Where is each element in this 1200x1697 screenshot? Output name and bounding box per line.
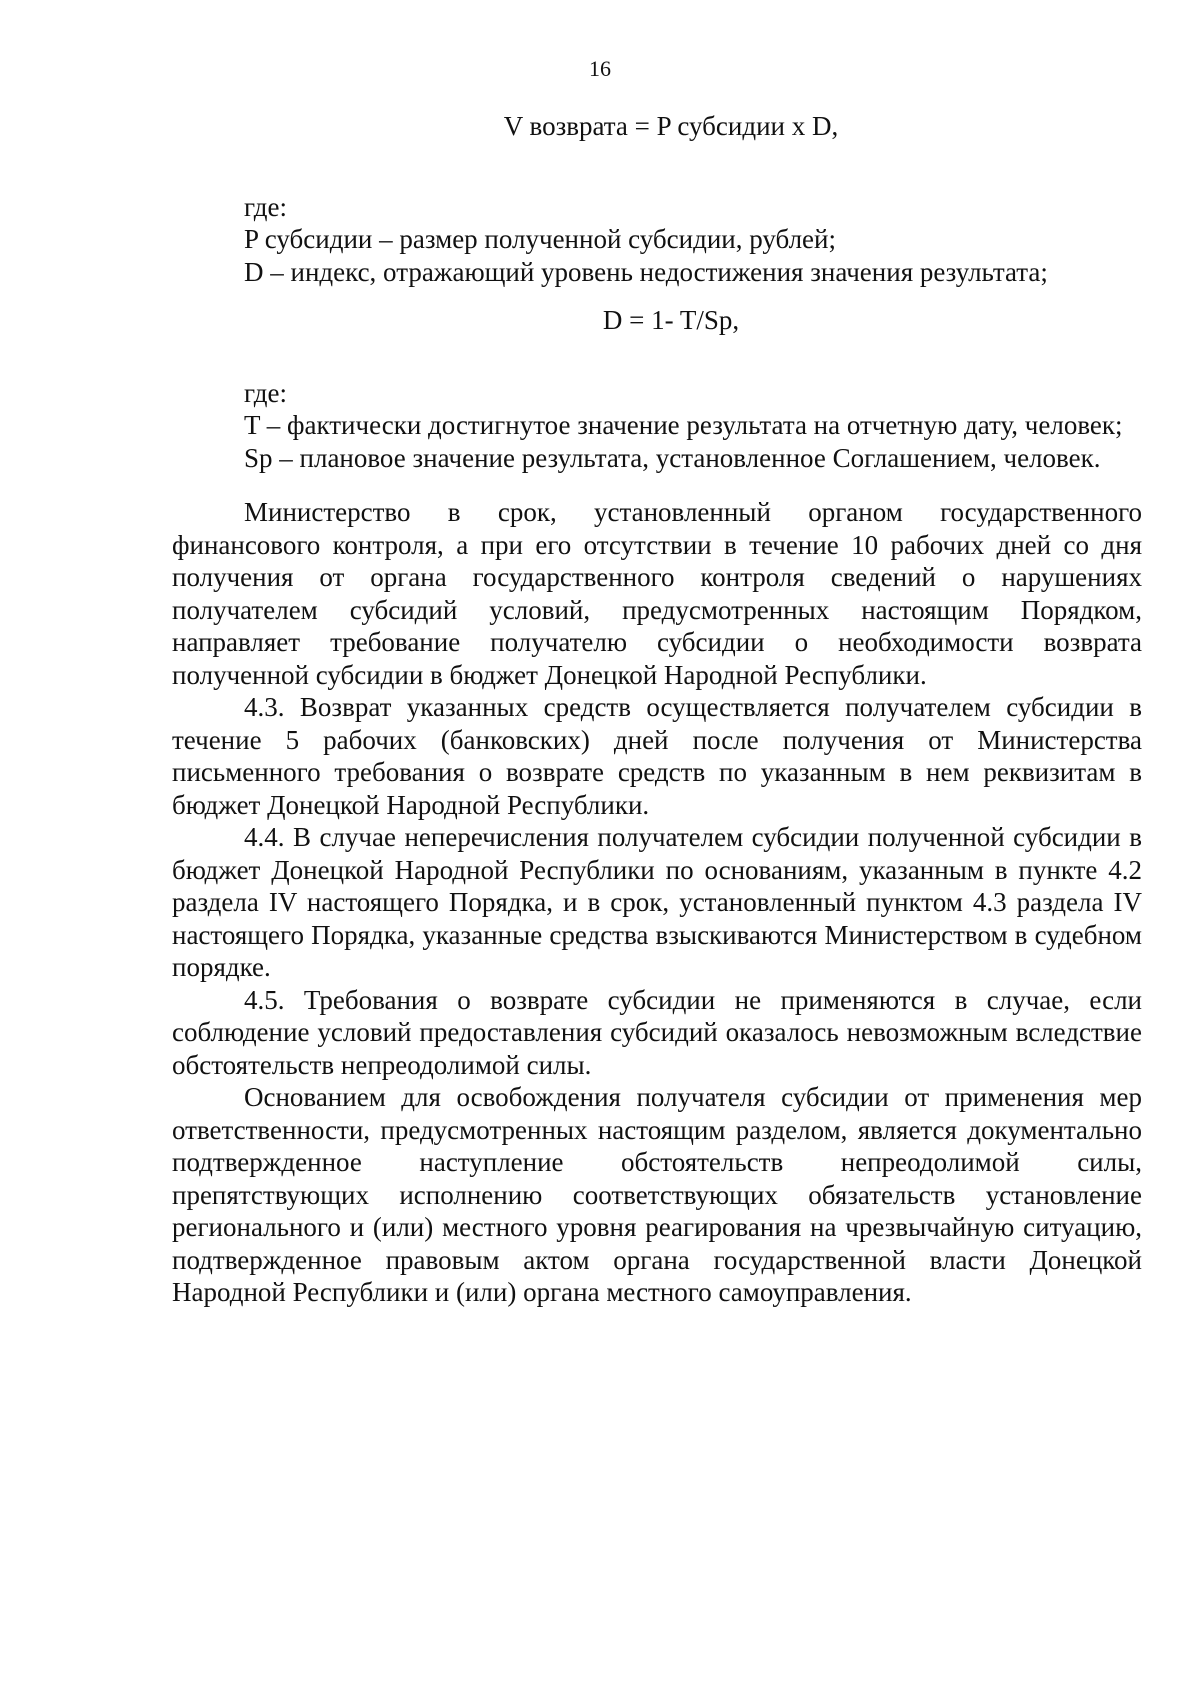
- definition-p-subsidy: P субсидии – размер полученной субсидии, рублей;: [244, 224, 836, 254]
- where-label-2: где:: [244, 377, 287, 408]
- where-label-1: где:: [244, 191, 287, 222]
- page-content: [172, 110, 1142, 1309]
- definition-t-actual: T – фактически достигнутое значение результата на отчетную дату, человек;: [244, 410, 1123, 440]
- paragraph-4-5: 4.5. Требования о возврате субсидии не применяются в случае, если соблюдение условий предоставления субсидий оказалось невозможным вследствие обстоятельств непреодолимой силы.: [172, 984, 1142, 1080]
- paragraph-ministry-demand: Министерство в срок, установленный органом государственного финансового контроля, а при его отсутствии в течение 10 рабочих дней со дня получения от органа государственного контроля сведений о нарушениях получателем субсидий условий, предусмотренных настоящим Порядком, направляет требование получателю субсидии о необходимости возврата полученной субсидии в бюджет Донецкой Народной Республики.: [172, 497, 1142, 690]
- paragraph-force-majeure-basis: Основанием для освобождения получателя субсидии от применения мер ответственности, предусмотренных настоящим разделом, является документально подтвержденное наступление обстоятельств непреодолимой силы, препятствующих исполнению соответствующих обязательств установление регионального и (или) местного уровня реагирования на чрезвычайную ситуацию, подтвержденное правовым актом органа государственной власти Донецкой Народной Республики и (или) органа местного самоуправления.: [172, 1082, 1142, 1307]
- paragraph-4-4: 4.4. В случае неперечисления получателем субсидии полученной субсидии в бюджет Донецкой Народной Республики по основаниям, указанным в пункте 4.2 раздела IV настоящего Порядка, и в срок, установленный пунктом 4.3 раздела IV настоящего Порядка, указанные средства взыскиваются Министерством в судебном порядке.: [172, 822, 1142, 982]
- definition-d-index: D – индекс, отражающий уровень недостижения значения результата;: [244, 256, 1048, 287]
- definition-sp-planned: Sp – плановое значение результата, установленное Соглашением, человек.: [244, 442, 1101, 473]
- page-number: 16: [589, 56, 611, 81]
- formula-d-index: D = 1- T/Sp,: [602, 305, 740, 335]
- paragraph-4-3: 4.3. Возврат указанных средств осуществляется получателем субсидии в течение 5 рабочих (банковских) дней после получения от Министерства письменного требования о возврате средств по указанным в нем реквизитам в бюджет Донецкой Народной Республики.: [172, 692, 1142, 820]
- formula-return-amount: V возврата = P субсидии x D,: [503, 111, 839, 141]
